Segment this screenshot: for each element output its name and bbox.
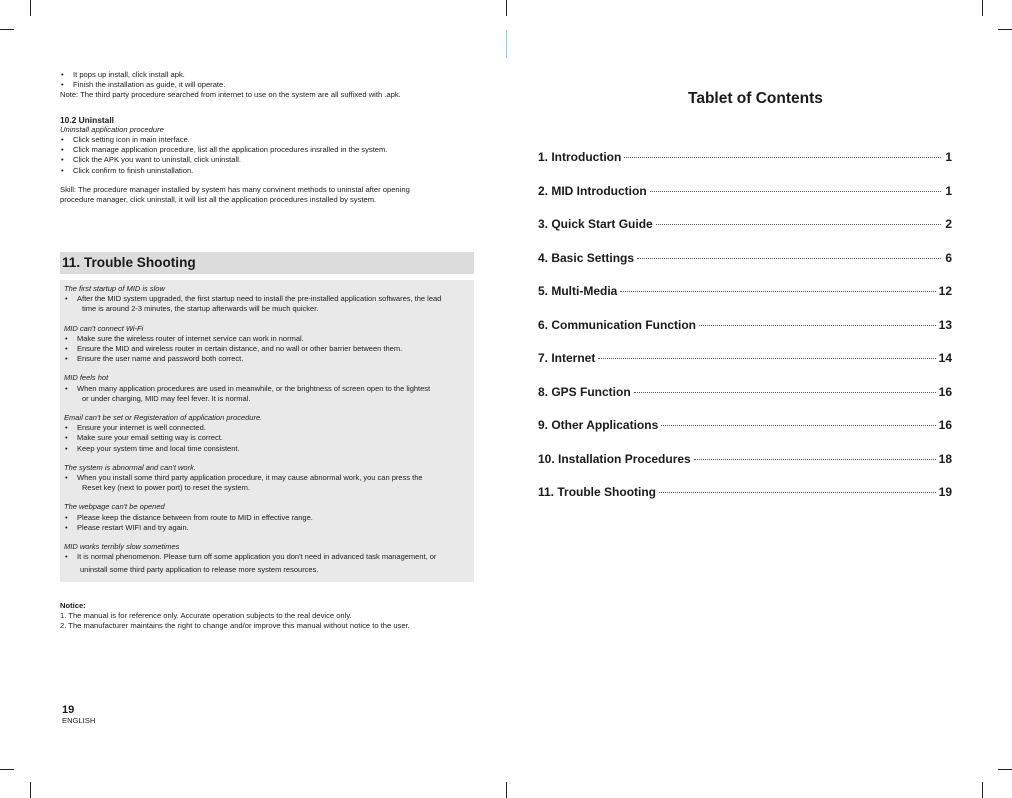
toc-leader-dots [598, 358, 935, 359]
toc-entry[interactable] [538, 452, 952, 486]
left-page-top [60, 70, 475, 205]
crop-mark [30, 0, 31, 16]
bullet-item: • When you install some third party application procedure, it may cause abnormal work, you can press the [64, 473, 472, 483]
toc-entry[interactable] [538, 150, 952, 184]
toc-entry[interactable] [538, 385, 952, 419]
crop-mark [30, 782, 31, 798]
crop-mark [982, 0, 983, 16]
toc-entry-title: 8. GPS Function [538, 384, 631, 399]
bullet-item: • Make sure the wireless router of internet service can work in normal. [64, 334, 472, 344]
page-language: ENGLISH [62, 716, 96, 725]
issue-heading: Email can't be set or Registeration of application procedure. [64, 413, 263, 423]
crop-mark [0, 769, 14, 770]
toc-title: Tablet of Contents [688, 90, 823, 107]
toc-leader-dots [637, 258, 941, 259]
bullet-item: • Click setting icon in main interface. [60, 135, 475, 145]
toc-entry-page: 13 [938, 317, 952, 332]
toc-entry-title: 5. Multi-Media [538, 284, 618, 298]
crop-mark [0, 29, 14, 30]
toc-entry[interactable] [538, 217, 952, 251]
bullet-item: • Click the APK you want to uninstall, click uninstall. [60, 155, 475, 165]
toc-entry-page: 16 [938, 384, 952, 399]
crop-mark [998, 29, 1012, 30]
bullet-item: • Click confirm to finish uninstallation. [60, 166, 475, 176]
issue-heading: The webpage can't be opened [64, 502, 165, 512]
bullet-item: • Click manage application procedure, list all the application procedures insralled in the system. [60, 145, 475, 155]
notice-block [60, 601, 410, 632]
toc-entry-title: 11. Trouble Shooting [538, 485, 657, 499]
crop-mark [982, 782, 983, 798]
toc-entry-page: 14 [938, 351, 952, 365]
toc-leader-dots [699, 325, 936, 326]
toc-entry[interactable] [538, 485, 952, 519]
fold-guide [506, 30, 507, 58]
bullet-item: • Ensure your internet is well connected. [64, 423, 472, 433]
notice-line: 2. The manufacturer maintains the right to change and/or improve this manual without notice to the user. [60, 621, 410, 631]
issue-heading: The system is abnormal and can't work. [64, 462, 196, 472]
toc-leader-dots [624, 157, 941, 158]
bullet-item: • It pops up install, click install apk. [60, 70, 475, 80]
toc-entry[interactable] [538, 351, 952, 385]
uninstall-subheading: Uninstall application procedure [60, 124, 164, 134]
bullet-item: • Ensure the MID and wireless router in certain distance, and no wall or other barrier between them. [64, 344, 472, 354]
toc-entry-page: 12 [938, 284, 952, 298]
toc-entry-page: 6 [945, 250, 952, 265]
toc-entry[interactable] [538, 318, 952, 352]
bullet-item: • After the MID system upgraded, the first startup need to install the pre-installed application softwares, the lead [64, 294, 472, 304]
toc-leader-dots [634, 392, 936, 393]
bullet-item: • When many application procedures are used in meanwhile, or the brightness of screen open to the lightest [64, 384, 472, 394]
toc-entry-page: 18 [938, 451, 952, 466]
toc-entry[interactable] [538, 418, 952, 452]
toc-entry-page: 19 [938, 485, 952, 499]
issue-heading: MID can't connect Wi-Fi [64, 323, 144, 333]
bullet-item: • Finish the installation as guide, it will operate. [60, 80, 475, 90]
bullet-item: • Make sure your email setting way is correct. [64, 433, 472, 443]
bullet-item: • Please keep the distance between from route to MID in effective range. [64, 513, 472, 523]
toc-entry-title: 1. Introduction [538, 150, 622, 164]
toc-entry[interactable] [538, 184, 952, 218]
page-number: 19 [62, 704, 75, 716]
toc-leader-dots [661, 425, 935, 426]
toc-entry-page: 2 [945, 217, 952, 231]
toc-entry[interactable] [538, 251, 952, 285]
bullet-continuation: or under charging, MID may feel fever. It is normal. [82, 393, 251, 403]
crop-mark [506, 782, 507, 798]
crop-mark [506, 0, 507, 16]
issue-heading: MID feels hot [64, 373, 109, 383]
issue-heading: The first startup of MID is slow [64, 284, 165, 293]
skill-text: Skill: The procedure manager installed by system has many convinent methods to uninstal after opening [60, 184, 410, 194]
bullet-item: • Ensure the user name and password both correct. [64, 354, 472, 364]
toc-entry-title: 4. Basic Settings [538, 250, 635, 265]
toc-leader-dots [659, 492, 936, 493]
toc-leader-dots [656, 224, 941, 225]
bullet-item: • It is normal phenomenon. Please turn off some application you don't need in advanced task management, or [64, 552, 472, 562]
uninstall-heading: 10.2 Uninstall [60, 114, 114, 125]
bullet-item: • Keep your system time and local time consistent. [64, 444, 472, 454]
toc-entry-title: 2. MID Introduction [538, 183, 647, 198]
notice-heading: Notice: [60, 601, 86, 610]
toc-leader-dots [620, 291, 935, 292]
issue-heading: MID works terribly slow sometimes [64, 542, 180, 552]
toc-entry-title: 3. Quick Start Guide [538, 217, 653, 231]
bullet-item: • Please restart WIFI and try again. [64, 523, 472, 533]
crop-mark [998, 769, 1012, 770]
trouble-shooting-content [64, 284, 472, 576]
toc-entry-title: 9. Other Applications [538, 418, 659, 432]
install-note: Note: The third party procedure searched from internet to use on the system are all suffixed with .apk. [60, 90, 401, 100]
toc-entry-title: 10. Installation Procedures [538, 451, 691, 466]
toc-entry-page: 1 [945, 183, 952, 198]
bullet-continuation: Reset key (next to power port) to reset the system. [82, 483, 250, 493]
skill-text: procedure manager, click uninstall, it will list all the application procedures installed by system. [60, 195, 377, 205]
toc-entry[interactable] [538, 284, 952, 318]
bullet-continuation: time is around 2-3 minutes, the startup afterwards will be much quicker. [82, 304, 319, 314]
table-of-contents [538, 150, 952, 519]
notice-line: 1. The manual is for reference only. Accurate operation subjects to the real device only. [60, 611, 352, 621]
section-title: 11. Trouble Shooting [62, 255, 196, 270]
toc-entry-title: 7. Internet [538, 351, 596, 365]
toc-entry-page: 16 [938, 418, 952, 432]
bullet-continuation: uninstall some third party application to release more system resources. [80, 565, 319, 575]
toc-leader-dots [694, 459, 936, 460]
toc-entry-page: 1 [945, 150, 952, 164]
toc-leader-dots [650, 191, 941, 192]
toc-entry-title: 6. Communication Function [538, 317, 696, 332]
